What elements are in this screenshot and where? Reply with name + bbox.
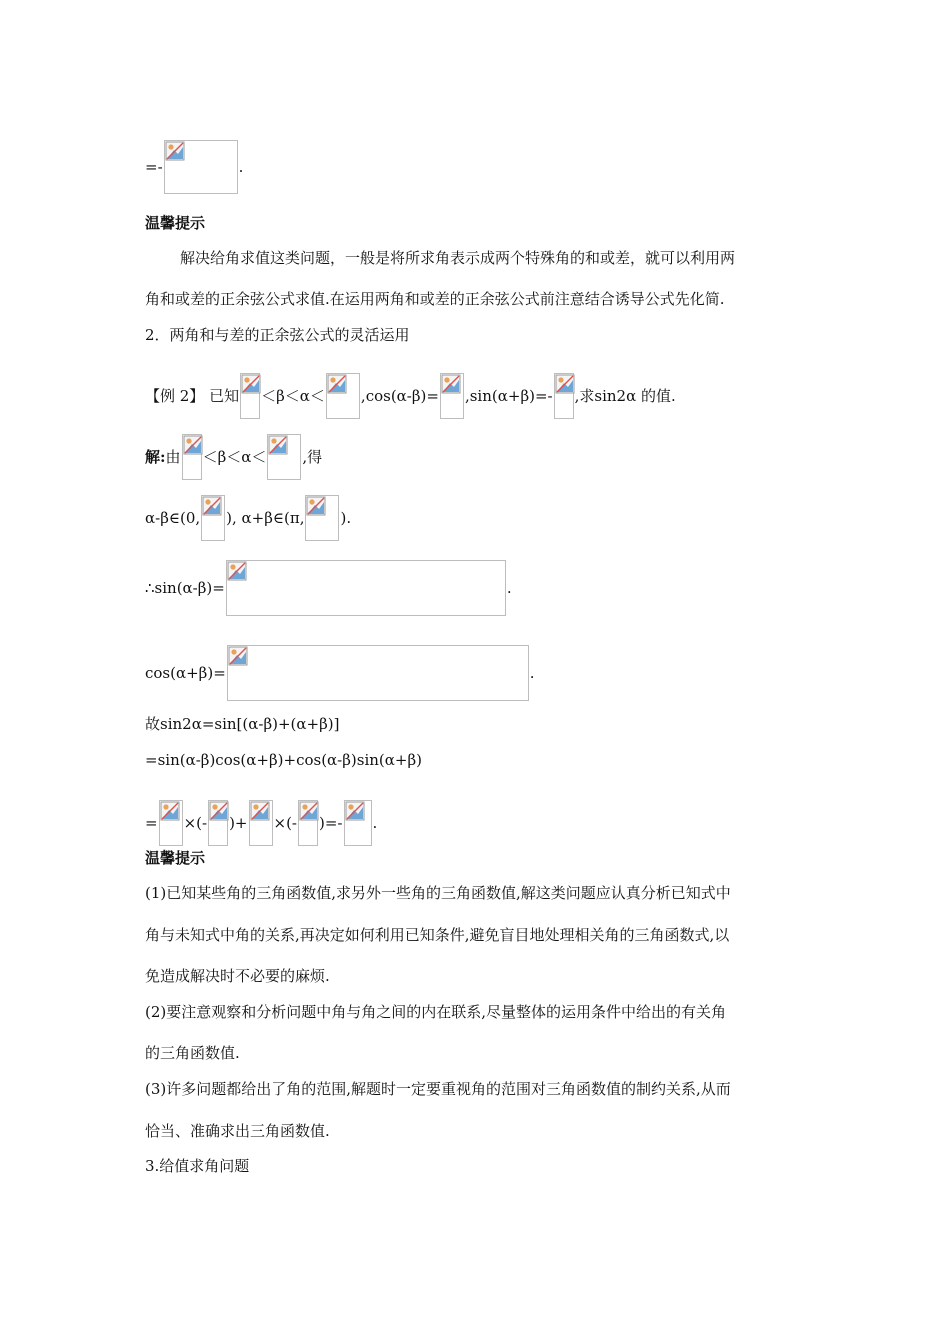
solution-cos-line xyxy=(145,645,535,701)
broken-image-icon xyxy=(555,374,575,394)
solution-step-2: =sin(α-β)cos(α+β)+cos(α-β)sin(α+β) xyxy=(145,751,423,769)
formula-image xyxy=(305,495,339,541)
formula-image xyxy=(208,800,228,846)
solution-step-1: 故sin2α=sin[(α-β)+(α+β)] xyxy=(145,715,340,733)
broken-image-icon xyxy=(268,435,288,455)
text: 由 xyxy=(165,448,181,466)
text: ×(- xyxy=(183,814,208,832)
text: ). xyxy=(340,509,352,527)
broken-image-icon xyxy=(345,801,365,821)
formula-image xyxy=(227,645,529,701)
formula-image xyxy=(201,495,225,541)
formula-image xyxy=(159,800,183,846)
text: )=- xyxy=(319,814,343,832)
text: ,得 xyxy=(302,448,323,466)
solution-result-line xyxy=(145,800,377,846)
text: cos(α+β)= xyxy=(145,664,226,682)
tip-heading-1: 温馨提示 xyxy=(145,214,206,232)
broken-image-icon xyxy=(306,496,326,516)
tip-paragraph: 恰当、准确求出三角函数值. xyxy=(145,1122,330,1140)
text: . xyxy=(506,579,512,597)
text: . xyxy=(238,158,244,176)
result-line-1 xyxy=(145,140,243,194)
tip-paragraph: 角与未知式中角的关系,再决定如何利用已知条件,避免盲目地处理相关角的三角函数式,以 xyxy=(145,926,730,944)
formula-image xyxy=(226,560,506,616)
formula-image xyxy=(326,373,360,419)
tip-paragraph: 免造成解决时不必要的麻烦. xyxy=(145,967,330,985)
example-label: 【例 2】 xyxy=(145,387,205,405)
solution-line-1 xyxy=(145,434,322,480)
tip-paragraph: (3)许多问题都给出了角的范围,解题时一定要重视角的范围对三角函数值的制约关系,从而 xyxy=(145,1080,731,1098)
formula-image xyxy=(182,434,202,480)
broken-image-icon xyxy=(228,646,248,666)
tip-paragraph-1-cont: 角和或差的正余弦公式求值.在运用两角和或差的正余弦公式前注意结合诱导公式先化简. xyxy=(145,290,725,308)
broken-image-icon xyxy=(441,374,461,394)
section-heading-2: 2．两角和与差的正余弦公式的灵活运用 xyxy=(145,326,410,344)
solution-label: 解: xyxy=(145,448,166,466)
broken-image-icon xyxy=(250,801,270,821)
formula-image xyxy=(344,800,372,846)
text: ＜β＜α＜ xyxy=(261,387,325,405)
broken-image-icon xyxy=(227,561,247,581)
tip-paragraph: (2)要注意观察和分析问题中角与角之间的内在联系,尽量整体的运用条件中给出的有关角 xyxy=(145,1003,727,1021)
text: =- xyxy=(145,158,163,176)
solution-range-line xyxy=(145,495,351,541)
formula-image xyxy=(267,434,301,480)
tip-paragraph-1: 解决给角求值这类问题，一般是将所求角表示成两个特殊角的和或差，就可以利用两 xyxy=(180,249,736,267)
text: = xyxy=(145,814,158,832)
tip-heading-2: 温馨提示 xyxy=(145,849,206,867)
formula-image xyxy=(240,373,260,419)
example-2-line xyxy=(145,373,676,419)
text: )+ xyxy=(229,814,248,832)
broken-image-icon xyxy=(202,496,222,516)
broken-image-icon xyxy=(299,801,319,821)
text: ,求sin2α 的值. xyxy=(574,387,676,405)
broken-image-icon xyxy=(160,801,180,821)
solution-sin-line xyxy=(145,560,512,616)
broken-image-icon xyxy=(327,374,347,394)
text: ∴sin(α-β)= xyxy=(145,579,225,597)
text: ×(- xyxy=(273,814,297,832)
broken-image-icon xyxy=(209,801,229,821)
text: ,sin(α+β)=- xyxy=(464,387,553,405)
formula-image xyxy=(298,800,318,846)
broken-image-icon xyxy=(183,435,203,455)
text: . xyxy=(529,664,535,682)
text: ,cos(α-β)= xyxy=(360,387,439,405)
formula-image xyxy=(554,373,574,419)
text: ), α+β∈(π, xyxy=(226,509,305,527)
formula-image xyxy=(440,373,464,419)
text: . xyxy=(372,814,378,832)
broken-image-icon xyxy=(165,141,185,161)
section-heading-3: 3.给值求角问题 xyxy=(145,1157,250,1175)
text: 已知 xyxy=(209,387,240,405)
formula-image xyxy=(164,140,238,194)
text: ＜β＜α＜ xyxy=(202,448,267,466)
tip-paragraph: 的三角函数值. xyxy=(145,1044,240,1062)
formula-image xyxy=(249,800,273,846)
text: α-β∈(0, xyxy=(145,509,201,527)
tip-paragraph: (1)已知某些角的三角函数值,求另外一些角的三角函数值,解这类问题应认真分析已知式中 xyxy=(145,884,731,902)
broken-image-icon xyxy=(241,374,261,394)
